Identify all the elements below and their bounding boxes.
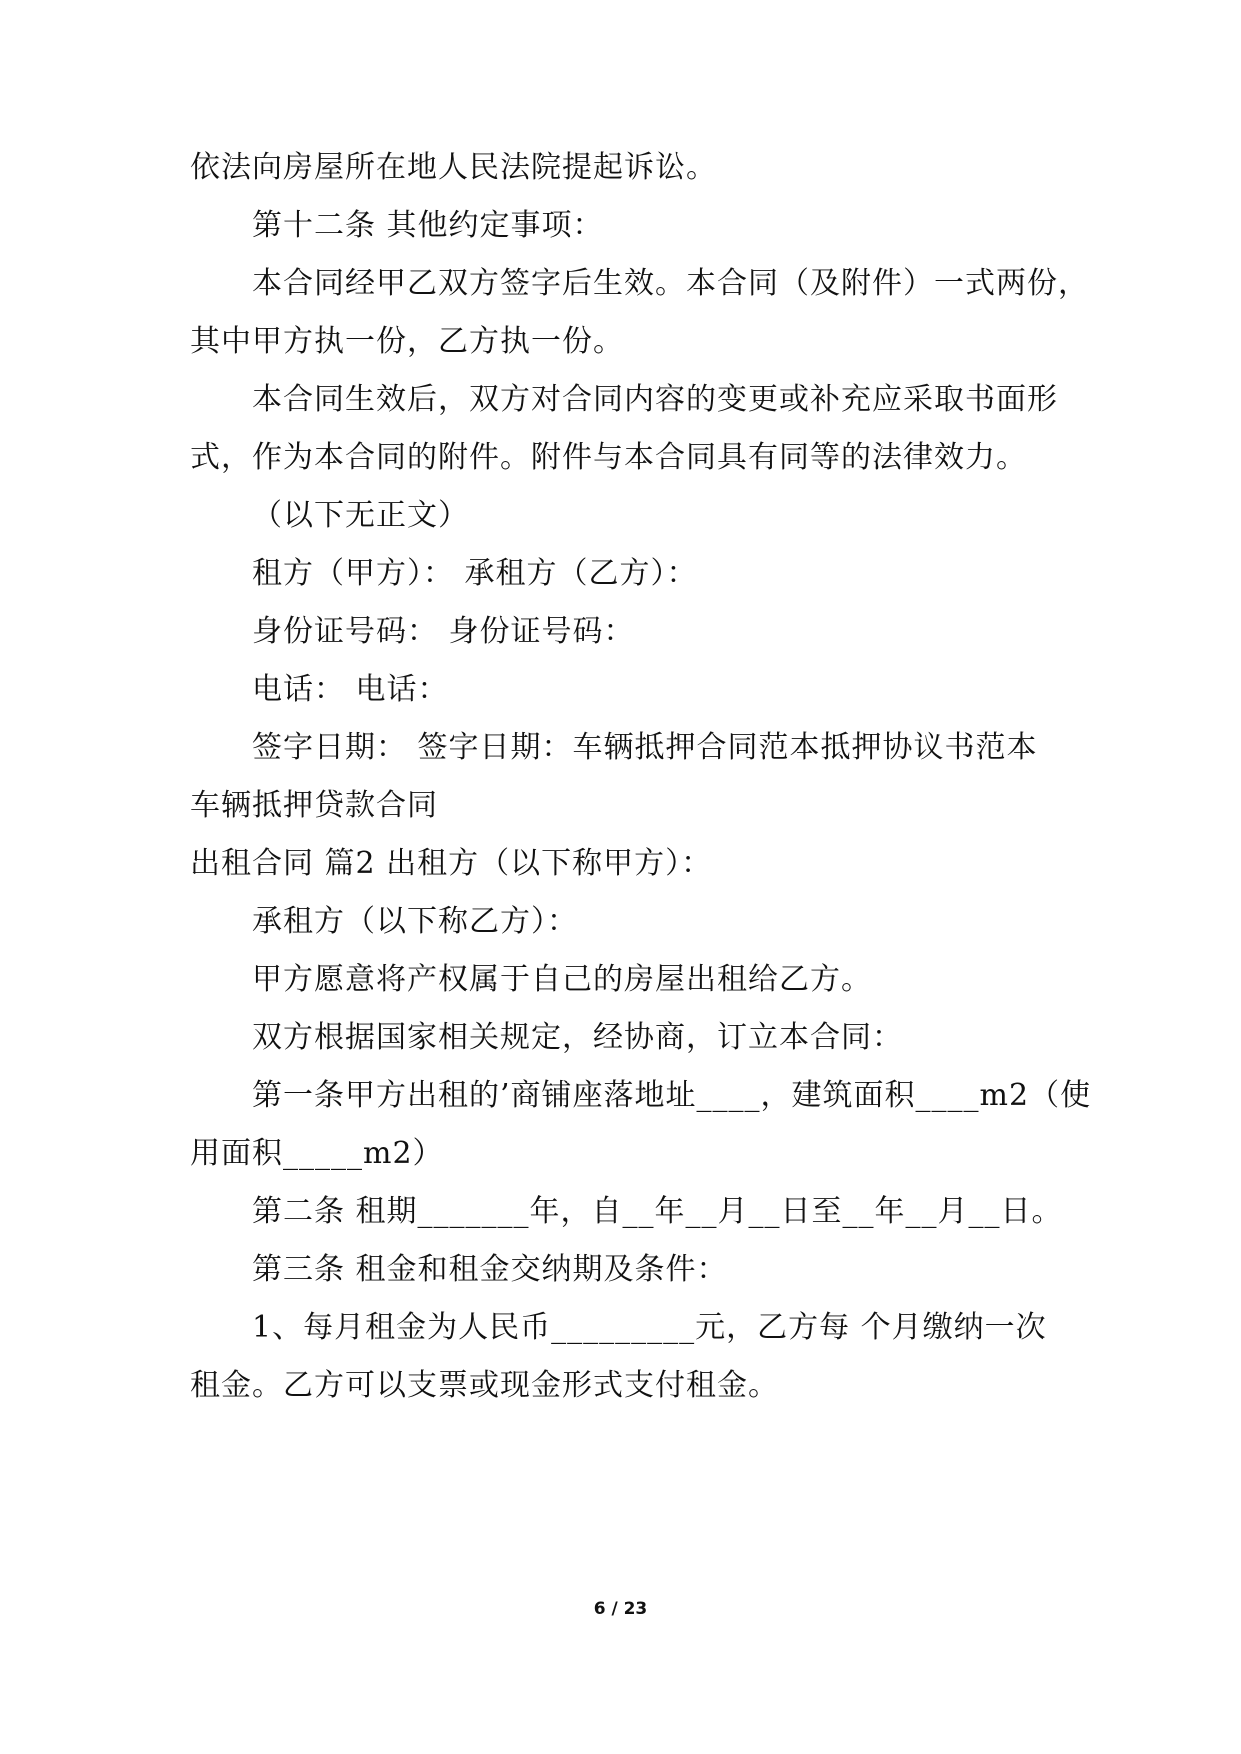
text-line: 车辆抵押贷款合同 (190, 788, 438, 823)
article-heading: 第三条 租金和租金交纳期及条件： (252, 1252, 728, 1287)
text-line: 式，作为本合同的附件。附件与本合同具有同等的法律效力。 (190, 440, 1027, 475)
text-line: 用面积_____m2） (190, 1136, 444, 1171)
text-line: 甲方愿意将产权属于自己的房屋出租给乙方。 (252, 962, 872, 997)
text-line: 承租方（以下称乙方）： (252, 904, 578, 939)
article-line: 第一条甲方出租的’商铺座落地址____，建筑面积____m2（使 (252, 1078, 1092, 1113)
text-line: 本合同经甲乙双方签字后生效。本合同（及附件）一式两份， (252, 266, 1089, 301)
signature-field: 租方（甲方）： 承租方（乙方）： (252, 556, 698, 591)
text-line: （以下无正文） (252, 498, 469, 533)
signature-field: 电话： 电话： (252, 672, 449, 707)
text-line: 其中甲方执一份，乙方执一份。 (190, 324, 624, 359)
text-line: 1、每月租金为人民币_________元，乙方每 个月缴纳一次 (252, 1310, 1047, 1345)
text-line: 双方根据国家相关规定，经协商，订立本合同： (252, 1020, 903, 1055)
section-heading: 出租合同 篇2 出租方（以下称甲方）： (190, 846, 713, 881)
signature-field: 身份证号码： 身份证号码： (252, 614, 635, 649)
article-line: 第二条 租期_______年，自__年__月__日至__年__月__日。 (252, 1194, 1063, 1229)
article-heading: 第十二条 其他约定事项： (252, 208, 604, 243)
page-number: 6 / 23 (593, 1599, 648, 1619)
signature-field: 签字日期： 签字日期：车辆抵押合同范本抵押协议书范本 (252, 730, 1038, 765)
text-line: 依法向房屋所在地人民法院提起诉讼。 (190, 150, 717, 185)
text-line: 本合同生效后，双方对合同内容的变更或补充应采取书面形 (252, 382, 1058, 417)
text-line: 租金。乙方可以支票或现金形式支付租金。 (190, 1368, 779, 1403)
